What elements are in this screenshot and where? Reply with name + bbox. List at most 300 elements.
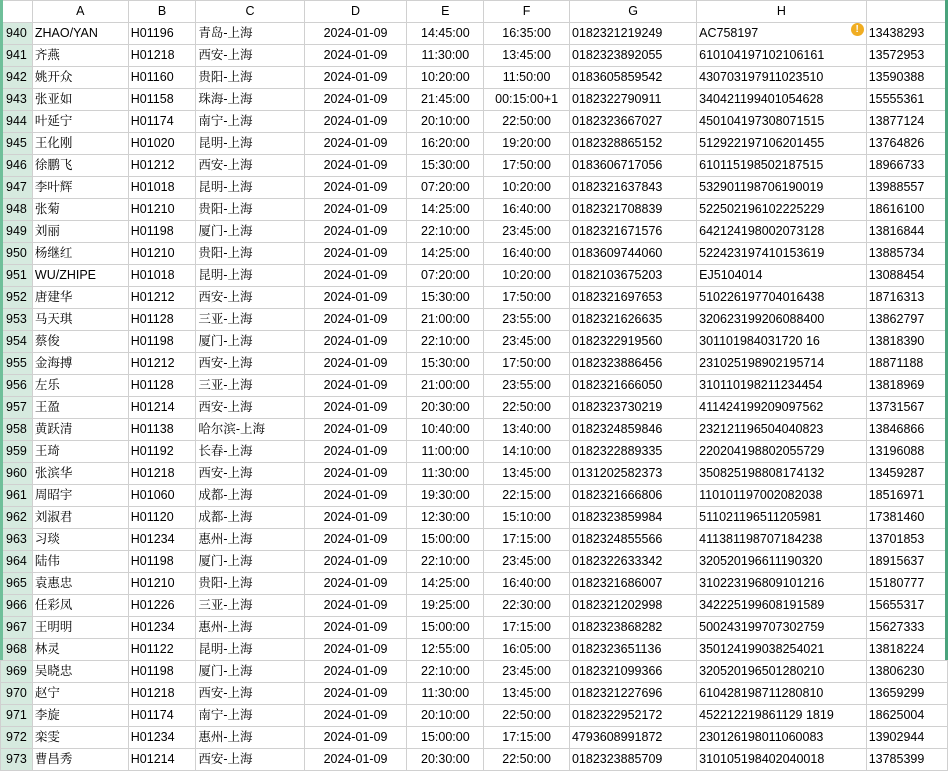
cell-date[interactable]: 2024-01-09 <box>304 111 407 133</box>
cell-id-number[interactable] <box>697 133 867 155</box>
cell-flight-code[interactable]: H01218 <box>128 683 196 705</box>
cell-arrive-time[interactable]: 23:45:00 <box>484 551 570 573</box>
cell-partial-extra[interactable]: 13902944 <box>866 727 947 749</box>
row-number[interactable]: 972 <box>1 727 33 749</box>
cell-depart-time[interactable]: 12:30:00 <box>407 507 484 529</box>
cell-ticket-number[interactable]: 0182323885709 <box>569 749 696 771</box>
cell-flight-code[interactable]: H01198 <box>128 331 196 353</box>
cell-route[interactable]: 贵阳-上海 <box>196 199 304 221</box>
table-row[interactable] <box>1 331 948 353</box>
table-row[interactable] <box>1 177 948 199</box>
cell-arrive-time[interactable]: 22:50:00 <box>484 111 570 133</box>
table-row[interactable] <box>1 529 948 551</box>
cell-depart-time[interactable]: 14:25:00 <box>407 243 484 265</box>
cell-id-number[interactable] <box>697 661 867 683</box>
cell-arrive-time[interactable]: 23:55:00 <box>484 309 570 331</box>
cell-depart-time[interactable]: 20:10:00 <box>407 111 484 133</box>
cell-partial-extra[interactable]: 18871188 <box>866 353 947 375</box>
row-number[interactable]: 968 <box>1 639 33 661</box>
cell-flight-code[interactable]: H01138 <box>128 419 196 441</box>
cell-arrive-time[interactable]: 17:15:00 <box>484 529 570 551</box>
cell-flight-code[interactable]: H01120 <box>128 507 196 529</box>
row-number[interactable]: 942 <box>1 67 33 89</box>
table-row[interactable] <box>1 397 948 419</box>
cell-arrive-time[interactable]: 22:50:00 <box>484 749 570 771</box>
cell-date[interactable]: 2024-01-09 <box>304 661 407 683</box>
table-row[interactable] <box>1 89 948 111</box>
row-number[interactable]: 961 <box>1 485 33 507</box>
cell-flight-code[interactable]: H01214 <box>128 749 196 771</box>
cell-partial-extra[interactable]: 13459287 <box>866 463 947 485</box>
row-number[interactable]: 960 <box>1 463 33 485</box>
cell-passenger-name[interactable]: 王化刚 <box>32 133 128 155</box>
row-number[interactable]: 966 <box>1 595 33 617</box>
warning-icon[interactable]: ! <box>851 23 864 36</box>
cell-arrive-time[interactable]: 22:15:00 <box>484 485 570 507</box>
cell-arrive-time[interactable]: 16:40:00 <box>484 243 570 265</box>
cell-arrive-time[interactable]: 22:50:00 <box>484 705 570 727</box>
table-row[interactable] <box>1 463 948 485</box>
cell-partial-extra[interactable]: 13818969 <box>866 375 947 397</box>
cell-date[interactable]: 2024-01-09 <box>304 177 407 199</box>
cell-flight-code[interactable]: H01218 <box>128 463 196 485</box>
cell-route[interactable]: 三亚-上海 <box>196 595 304 617</box>
cell-route[interactable]: 南宁-上海 <box>196 705 304 727</box>
cell-flight-code[interactable]: H01128 <box>128 309 196 331</box>
table-row[interactable] <box>1 573 948 595</box>
row-number[interactable]: 959 <box>1 441 33 463</box>
cell-route[interactable]: 贵阳-上海 <box>196 573 304 595</box>
cell-flight-code[interactable]: H01198 <box>128 551 196 573</box>
column-header-e[interactable]: E <box>407 1 484 23</box>
cell-depart-time[interactable]: 15:00:00 <box>407 617 484 639</box>
cell-arrive-time[interactable]: 13:45:00 <box>484 45 570 67</box>
cell-date[interactable]: 2024-01-09 <box>304 23 407 45</box>
column-header-f[interactable]: F <box>484 1 570 23</box>
cell-passenger-name[interactable]: 齐燕 <box>32 45 128 67</box>
cell-ticket-number[interactable]: 0182324859846 <box>569 419 696 441</box>
cell-depart-time[interactable]: 22:10:00 <box>407 661 484 683</box>
cell-partial-extra[interactable]: 15555361 <box>866 89 947 111</box>
cell-passenger-name[interactable]: 徐鹏飞 <box>32 155 128 177</box>
row-number[interactable]: 948 <box>1 199 33 221</box>
cell-ticket-number[interactable]: 0182103675203 <box>569 265 696 287</box>
cell-arrive-time[interactable]: 17:15:00 <box>484 727 570 749</box>
cell-partial-extra[interactable]: 13701853 <box>866 529 947 551</box>
cell-id-number[interactable] <box>697 749 867 771</box>
cell-depart-time[interactable]: 15:00:00 <box>407 727 484 749</box>
cell-date[interactable]: 2024-01-09 <box>304 617 407 639</box>
cell-depart-time[interactable]: 12:55:00 <box>407 639 484 661</box>
cell-flight-code[interactable]: H01060 <box>128 485 196 507</box>
cell-date[interactable]: 2024-01-09 <box>304 507 407 529</box>
cell-id-number[interactable] <box>697 551 867 573</box>
cell-depart-time[interactable]: 20:30:00 <box>407 397 484 419</box>
cell-id-number[interactable] <box>697 573 867 595</box>
cell-route[interactable]: 青岛-上海 <box>196 23 304 45</box>
row-number[interactable]: 967 <box>1 617 33 639</box>
cell-passenger-name[interactable]: 林灵 <box>32 639 128 661</box>
row-number[interactable]: 970 <box>1 683 33 705</box>
cell-date[interactable]: 2024-01-09 <box>304 595 407 617</box>
cell-route[interactable]: 厦门-上海 <box>196 661 304 683</box>
cell-flight-code[interactable]: H01214 <box>128 397 196 419</box>
cell-flight-code[interactable]: H01128 <box>128 375 196 397</box>
cell-ticket-number[interactable]: 0182323868282 <box>569 617 696 639</box>
cell-flight-code[interactable]: H01160 <box>128 67 196 89</box>
cell-flight-code[interactable]: H01218 <box>128 45 196 67</box>
cell-arrive-time[interactable]: 16:40:00 <box>484 199 570 221</box>
cell-partial-extra[interactable]: 13731567 <box>866 397 947 419</box>
cell-date[interactable]: 2024-01-09 <box>304 89 407 111</box>
row-number[interactable]: 971 <box>1 705 33 727</box>
cell-passenger-name[interactable]: 赵宁 <box>32 683 128 705</box>
cell-date[interactable]: 2024-01-09 <box>304 243 407 265</box>
cell-arrive-time[interactable]: 13:45:00 <box>484 463 570 485</box>
cell-flight-code[interactable]: H01234 <box>128 617 196 639</box>
cell-arrive-time[interactable]: 10:20:00 <box>484 265 570 287</box>
cell-date[interactable]: 2024-01-09 <box>304 67 407 89</box>
cell-id-number[interactable] <box>697 67 867 89</box>
cell-ticket-number[interactable]: 0182322790911 <box>569 89 696 111</box>
cell-route[interactable]: 西安-上海 <box>196 155 304 177</box>
cell-route[interactable]: 惠州-上海 <box>196 727 304 749</box>
row-number[interactable]: 962 <box>1 507 33 529</box>
cell-passenger-name[interactable]: ZHAO/YAN <box>32 23 128 45</box>
cell-partial-extra[interactable]: 18516971 <box>866 485 947 507</box>
column-header-a[interactable]: A <box>32 1 128 23</box>
row-number[interactable]: 945 <box>1 133 33 155</box>
cell-depart-time[interactable]: 11:30:00 <box>407 463 484 485</box>
cell-date[interactable]: 2024-01-09 <box>304 353 407 375</box>
cell-id-number[interactable] <box>697 463 867 485</box>
cell-route[interactable]: 三亚-上海 <box>196 375 304 397</box>
cell-depart-time[interactable]: 15:00:00 <box>407 529 484 551</box>
cell-depart-time[interactable]: 15:30:00 <box>407 155 484 177</box>
cell-depart-time[interactable]: 21:00:00 <box>407 309 484 331</box>
cell-flight-code[interactable]: H01196 <box>128 23 196 45</box>
table-row[interactable] <box>1 705 948 727</box>
cell-depart-time[interactable]: 19:30:00 <box>407 485 484 507</box>
cell-partial-extra[interactable]: 13806230 <box>866 661 947 683</box>
cell-ticket-number[interactable]: 0182323886456 <box>569 353 696 375</box>
cell-ticket-number[interactable]: 0182323651136 <box>569 639 696 661</box>
cell-ticket-number[interactable]: 0182328865152 <box>569 133 696 155</box>
row-number[interactable]: 944 <box>1 111 33 133</box>
cell-date[interactable]: 2024-01-09 <box>304 639 407 661</box>
cell-date[interactable]: 2024-01-09 <box>304 265 407 287</box>
cell-depart-time[interactable]: 14:25:00 <box>407 199 484 221</box>
cell-arrive-time[interactable]: 23:55:00 <box>484 375 570 397</box>
cell-partial-extra[interactable]: 18616100 <box>866 199 947 221</box>
table-row[interactable] <box>1 683 948 705</box>
table-row[interactable] <box>1 595 948 617</box>
cell-partial-extra[interactable]: 13846866 <box>866 419 947 441</box>
cell-date[interactable]: 2024-01-09 <box>304 749 407 771</box>
cell-date[interactable]: 2024-01-09 <box>304 397 407 419</box>
cell-date[interactable]: 2024-01-09 <box>304 705 407 727</box>
cell-ticket-number[interactable]: 0182322889335 <box>569 441 696 463</box>
cell-partial-extra[interactable]: 13196088 <box>866 441 947 463</box>
row-number[interactable]: 964 <box>1 551 33 573</box>
table-row[interactable] <box>1 551 948 573</box>
cell-depart-time[interactable]: 15:30:00 <box>407 353 484 375</box>
column-header-h[interactable]: H <box>697 1 867 23</box>
cell-flight-code[interactable]: H01018 <box>128 265 196 287</box>
cell-partial-extra[interactable]: 13590388 <box>866 67 947 89</box>
cell-passenger-name[interactable]: 马天琪 <box>32 309 128 331</box>
cell-date[interactable]: 2024-01-09 <box>304 683 407 705</box>
cell-arrive-time[interactable]: 13:40:00 <box>484 419 570 441</box>
cell-depart-time[interactable]: 22:10:00 <box>407 331 484 353</box>
cell-date[interactable]: 2024-01-09 <box>304 155 407 177</box>
cell-ticket-number[interactable]: 0182321626635 <box>569 309 696 331</box>
cell-flight-code[interactable]: H01174 <box>128 111 196 133</box>
cell-route[interactable]: 成都-上海 <box>196 507 304 529</box>
cell-passenger-name[interactable]: 习琰 <box>32 529 128 551</box>
table-row[interactable] <box>1 639 948 661</box>
cell-flight-code[interactable]: H01210 <box>128 199 196 221</box>
cell-ticket-number[interactable]: 0183605859542 <box>569 67 696 89</box>
cell-partial-extra[interactable]: 13785399 <box>866 749 947 771</box>
table-row[interactable] <box>1 419 948 441</box>
cell-route[interactable]: 西安-上海 <box>196 287 304 309</box>
cell-arrive-time[interactable]: 23:45:00 <box>484 221 570 243</box>
cell-route[interactable]: 西安-上海 <box>196 749 304 771</box>
cell-id-number[interactable] <box>697 397 867 419</box>
cell-partial-extra[interactable]: 18966733 <box>866 155 947 177</box>
cell-id-number[interactable] <box>697 441 867 463</box>
row-number[interactable]: 941 <box>1 45 33 67</box>
cell-ticket-number[interactable]: 0182322952172 <box>569 705 696 727</box>
cell-arrive-time[interactable]: 17:50:00 <box>484 353 570 375</box>
cell-passenger-name[interactable]: 李叶辉 <box>32 177 128 199</box>
cell-arrive-time[interactable]: 17:50:00 <box>484 155 570 177</box>
table-row[interactable] <box>1 199 948 221</box>
cell-id-number[interactable] <box>697 177 867 199</box>
cell-id-number[interactable] <box>697 639 867 661</box>
cell-depart-time[interactable]: 14:25:00 <box>407 573 484 595</box>
column-header-g[interactable]: G <box>569 1 696 23</box>
cell-date[interactable]: 2024-01-09 <box>304 441 407 463</box>
cell-partial-extra[interactable]: 13088454 <box>866 265 947 287</box>
cell-id-number[interactable] <box>697 287 867 309</box>
row-number[interactable]: 951 <box>1 265 33 287</box>
cell-arrive-time[interactable]: 14:10:00 <box>484 441 570 463</box>
cell-route[interactable]: 惠州-上海 <box>196 617 304 639</box>
row-number[interactable]: 963 <box>1 529 33 551</box>
cell-partial-extra[interactable]: 18625004 <box>866 705 947 727</box>
cell-passenger-name[interactable]: 袁惠忠 <box>32 573 128 595</box>
cell-passenger-name[interactable]: 刘淑君 <box>32 507 128 529</box>
table-row[interactable] <box>1 353 948 375</box>
cell-date[interactable]: 2024-01-09 <box>304 551 407 573</box>
row-number[interactable]: 949 <box>1 221 33 243</box>
cell-arrive-time[interactable]: 23:45:00 <box>484 661 570 683</box>
cell-passenger-name[interactable]: 吴晓忠 <box>32 661 128 683</box>
cell-passenger-name[interactable]: 张亚如 <box>32 89 128 111</box>
cell-route[interactable]: 贵阳-上海 <box>196 67 304 89</box>
cell-id-number[interactable] <box>697 111 867 133</box>
corner-cell[interactable] <box>1 1 33 23</box>
cell-id-number[interactable] <box>697 485 867 507</box>
cell-partial-extra[interactable]: 17381460 <box>866 507 947 529</box>
cell-ticket-number[interactable]: 0182321227696 <box>569 683 696 705</box>
cell-id-number[interactable] <box>697 155 867 177</box>
cell-ticket-number[interactable]: 0182321708839 <box>569 199 696 221</box>
cell-flight-code[interactable]: H01158 <box>128 89 196 111</box>
cell-depart-time[interactable]: 22:10:00 <box>407 551 484 573</box>
row-number[interactable]: 954 <box>1 331 33 353</box>
cell-passenger-name[interactable]: 唐建华 <box>32 287 128 309</box>
cell-passenger-name[interactable]: 曹昌秀 <box>32 749 128 771</box>
cell-ticket-number[interactable]: 0182323859984 <box>569 507 696 529</box>
cell-ticket-number[interactable]: 0182323892055 <box>569 45 696 67</box>
cell-id-number[interactable] <box>697 507 867 529</box>
cell-route[interactable]: 西安-上海 <box>196 683 304 705</box>
cell-partial-extra[interactable]: 13818390 <box>866 331 947 353</box>
cell-partial-extra[interactable]: 18716313 <box>866 287 947 309</box>
cell-flight-code[interactable]: H01210 <box>128 573 196 595</box>
cell-ticket-number[interactable]: 0182321099366 <box>569 661 696 683</box>
cell-passenger-name[interactable]: 王琦 <box>32 441 128 463</box>
cell-ticket-number[interactable]: 0182322919560 <box>569 331 696 353</box>
cell-ticket-number[interactable]: 0182321202998 <box>569 595 696 617</box>
row-number[interactable]: 947 <box>1 177 33 199</box>
cell-arrive-time[interactable]: 10:20:00 <box>484 177 570 199</box>
cell-arrive-time[interactable]: 22:30:00 <box>484 595 570 617</box>
cell-flight-code[interactable]: H01020 <box>128 133 196 155</box>
cell-partial-extra[interactable]: 13764826 <box>866 133 947 155</box>
cell-passenger-name[interactable]: 周昭宇 <box>32 485 128 507</box>
cell-id-number[interactable] <box>697 23 867 45</box>
row-number[interactable]: 958 <box>1 419 33 441</box>
cell-date[interactable]: 2024-01-09 <box>304 287 407 309</box>
cell-partial-extra[interactable]: 13438293 <box>866 23 947 45</box>
cell-flight-code[interactable]: H01234 <box>128 727 196 749</box>
cell-arrive-time[interactable]: 00:15:00+1 <box>484 89 570 111</box>
cell-ticket-number[interactable]: 0182321219249 <box>569 23 696 45</box>
cell-route[interactable]: 珠海-上海 <box>196 89 304 111</box>
cell-flight-code[interactable]: H01192 <box>128 441 196 463</box>
cell-route[interactable]: 西安-上海 <box>196 463 304 485</box>
cell-date[interactable]: 2024-01-09 <box>304 331 407 353</box>
cell-route[interactable]: 哈尔滨-上海 <box>196 419 304 441</box>
cell-partial-extra[interactable]: 13816844 <box>866 221 947 243</box>
row-number[interactable]: 953 <box>1 309 33 331</box>
cell-passenger-name[interactable]: 栾雯 <box>32 727 128 749</box>
cell-depart-time[interactable]: 07:20:00 <box>407 265 484 287</box>
cell-id-number[interactable] <box>697 419 867 441</box>
cell-depart-time[interactable]: 10:40:00 <box>407 419 484 441</box>
cell-route[interactable]: 贵阳-上海 <box>196 243 304 265</box>
cell-date[interactable]: 2024-01-09 <box>304 419 407 441</box>
cell-flight-code[interactable]: H01212 <box>128 155 196 177</box>
cell-arrive-time[interactable]: 11:50:00 <box>484 67 570 89</box>
cell-passenger-name[interactable]: 王盈 <box>32 397 128 419</box>
cell-depart-time[interactable]: 10:20:00 <box>407 67 484 89</box>
cell-ticket-number[interactable]: 0182321671576 <box>569 221 696 243</box>
cell-ticket-number[interactable]: 0182321697653 <box>569 287 696 309</box>
cell-depart-time[interactable]: 21:00:00 <box>407 375 484 397</box>
cell-flight-code[interactable]: H01122 <box>128 639 196 661</box>
cell-route[interactable]: 昆明-上海 <box>196 265 304 287</box>
cell-arrive-time[interactable]: 16:40:00 <box>484 573 570 595</box>
column-header-c[interactable]: C <box>196 1 304 23</box>
table-row[interactable] <box>1 133 948 155</box>
cell-flight-code[interactable]: H01212 <box>128 287 196 309</box>
cell-ticket-number[interactable]: 0183606717056 <box>569 155 696 177</box>
row-number[interactable]: 940 <box>1 23 33 45</box>
cell-ticket-number[interactable]: 0183609744060 <box>569 243 696 265</box>
cell-route[interactable]: 昆明-上海 <box>196 133 304 155</box>
cell-passenger-name[interactable]: 李旋 <box>32 705 128 727</box>
cell-id-number[interactable] <box>697 331 867 353</box>
cell-depart-time[interactable]: 11:30:00 <box>407 683 484 705</box>
cell-depart-time[interactable]: 11:00:00 <box>407 441 484 463</box>
row-number[interactable]: 973 <box>1 749 33 771</box>
cell-ticket-number[interactable]: 0182321686007 <box>569 573 696 595</box>
cell-arrive-time[interactable]: 16:35:00 <box>484 23 570 45</box>
cell-date[interactable]: 2024-01-09 <box>304 45 407 67</box>
cell-passenger-name[interactable]: 刘丽 <box>32 221 128 243</box>
row-number[interactable]: 956 <box>1 375 33 397</box>
cell-ticket-number[interactable]: 4793608991872 <box>569 727 696 749</box>
cell-ticket-number[interactable]: 0182321666050 <box>569 375 696 397</box>
cell-depart-time[interactable]: 11:30:00 <box>407 45 484 67</box>
cell-ticket-number[interactable]: 0182323667027 <box>569 111 696 133</box>
cell-id-number[interactable] <box>697 683 867 705</box>
cell-id-number[interactable] <box>697 375 867 397</box>
cell-flight-code[interactable]: H01212 <box>128 353 196 375</box>
cell-passenger-name[interactable]: 叶延宁 <box>32 111 128 133</box>
cell-id-number[interactable] <box>697 727 867 749</box>
table-row[interactable] <box>1 265 948 287</box>
table-row[interactable] <box>1 661 948 683</box>
cell-id-number[interactable] <box>697 265 867 287</box>
cell-route[interactable]: 厦门-上海 <box>196 331 304 353</box>
cell-arrive-time[interactable]: 22:50:00 <box>484 397 570 419</box>
cell-ticket-number[interactable]: 0182324855566 <box>569 529 696 551</box>
table-row[interactable] <box>1 485 948 507</box>
cell-partial-extra[interactable]: 13877124 <box>866 111 947 133</box>
cell-id-number[interactable] <box>697 595 867 617</box>
cell-route[interactable]: 成都-上海 <box>196 485 304 507</box>
cell-arrive-time[interactable]: 15:10:00 <box>484 507 570 529</box>
cell-flight-code[interactable]: H01226 <box>128 595 196 617</box>
cell-flight-code[interactable]: H01234 <box>128 529 196 551</box>
cell-route[interactable]: 昆明-上海 <box>196 177 304 199</box>
cell-arrive-time[interactable]: 19:20:00 <box>484 133 570 155</box>
cell-flight-code[interactable]: H01198 <box>128 661 196 683</box>
cell-date[interactable]: 2024-01-09 <box>304 727 407 749</box>
cell-route[interactable]: 西安-上海 <box>196 45 304 67</box>
table-row[interactable] <box>1 617 948 639</box>
cell-partial-extra[interactable]: 15627333 <box>866 617 947 639</box>
cell-id-number[interactable] <box>697 529 867 551</box>
cell-route[interactable]: 长春-上海 <box>196 441 304 463</box>
table-row[interactable] <box>1 749 948 771</box>
cell-ticket-number[interactable]: 0182321666806 <box>569 485 696 507</box>
cell-route[interactable]: 西安-上海 <box>196 397 304 419</box>
column-header-d[interactable]: D <box>304 1 407 23</box>
cell-date[interactable]: 2024-01-09 <box>304 463 407 485</box>
cell-passenger-name[interactable]: 陆伟 <box>32 551 128 573</box>
cell-id-number[interactable] <box>697 353 867 375</box>
cell-partial-extra[interactable]: 15180777 <box>866 573 947 595</box>
cell-arrive-time[interactable]: 16:05:00 <box>484 639 570 661</box>
cell-passenger-name[interactable]: 任彩凤 <box>32 595 128 617</box>
